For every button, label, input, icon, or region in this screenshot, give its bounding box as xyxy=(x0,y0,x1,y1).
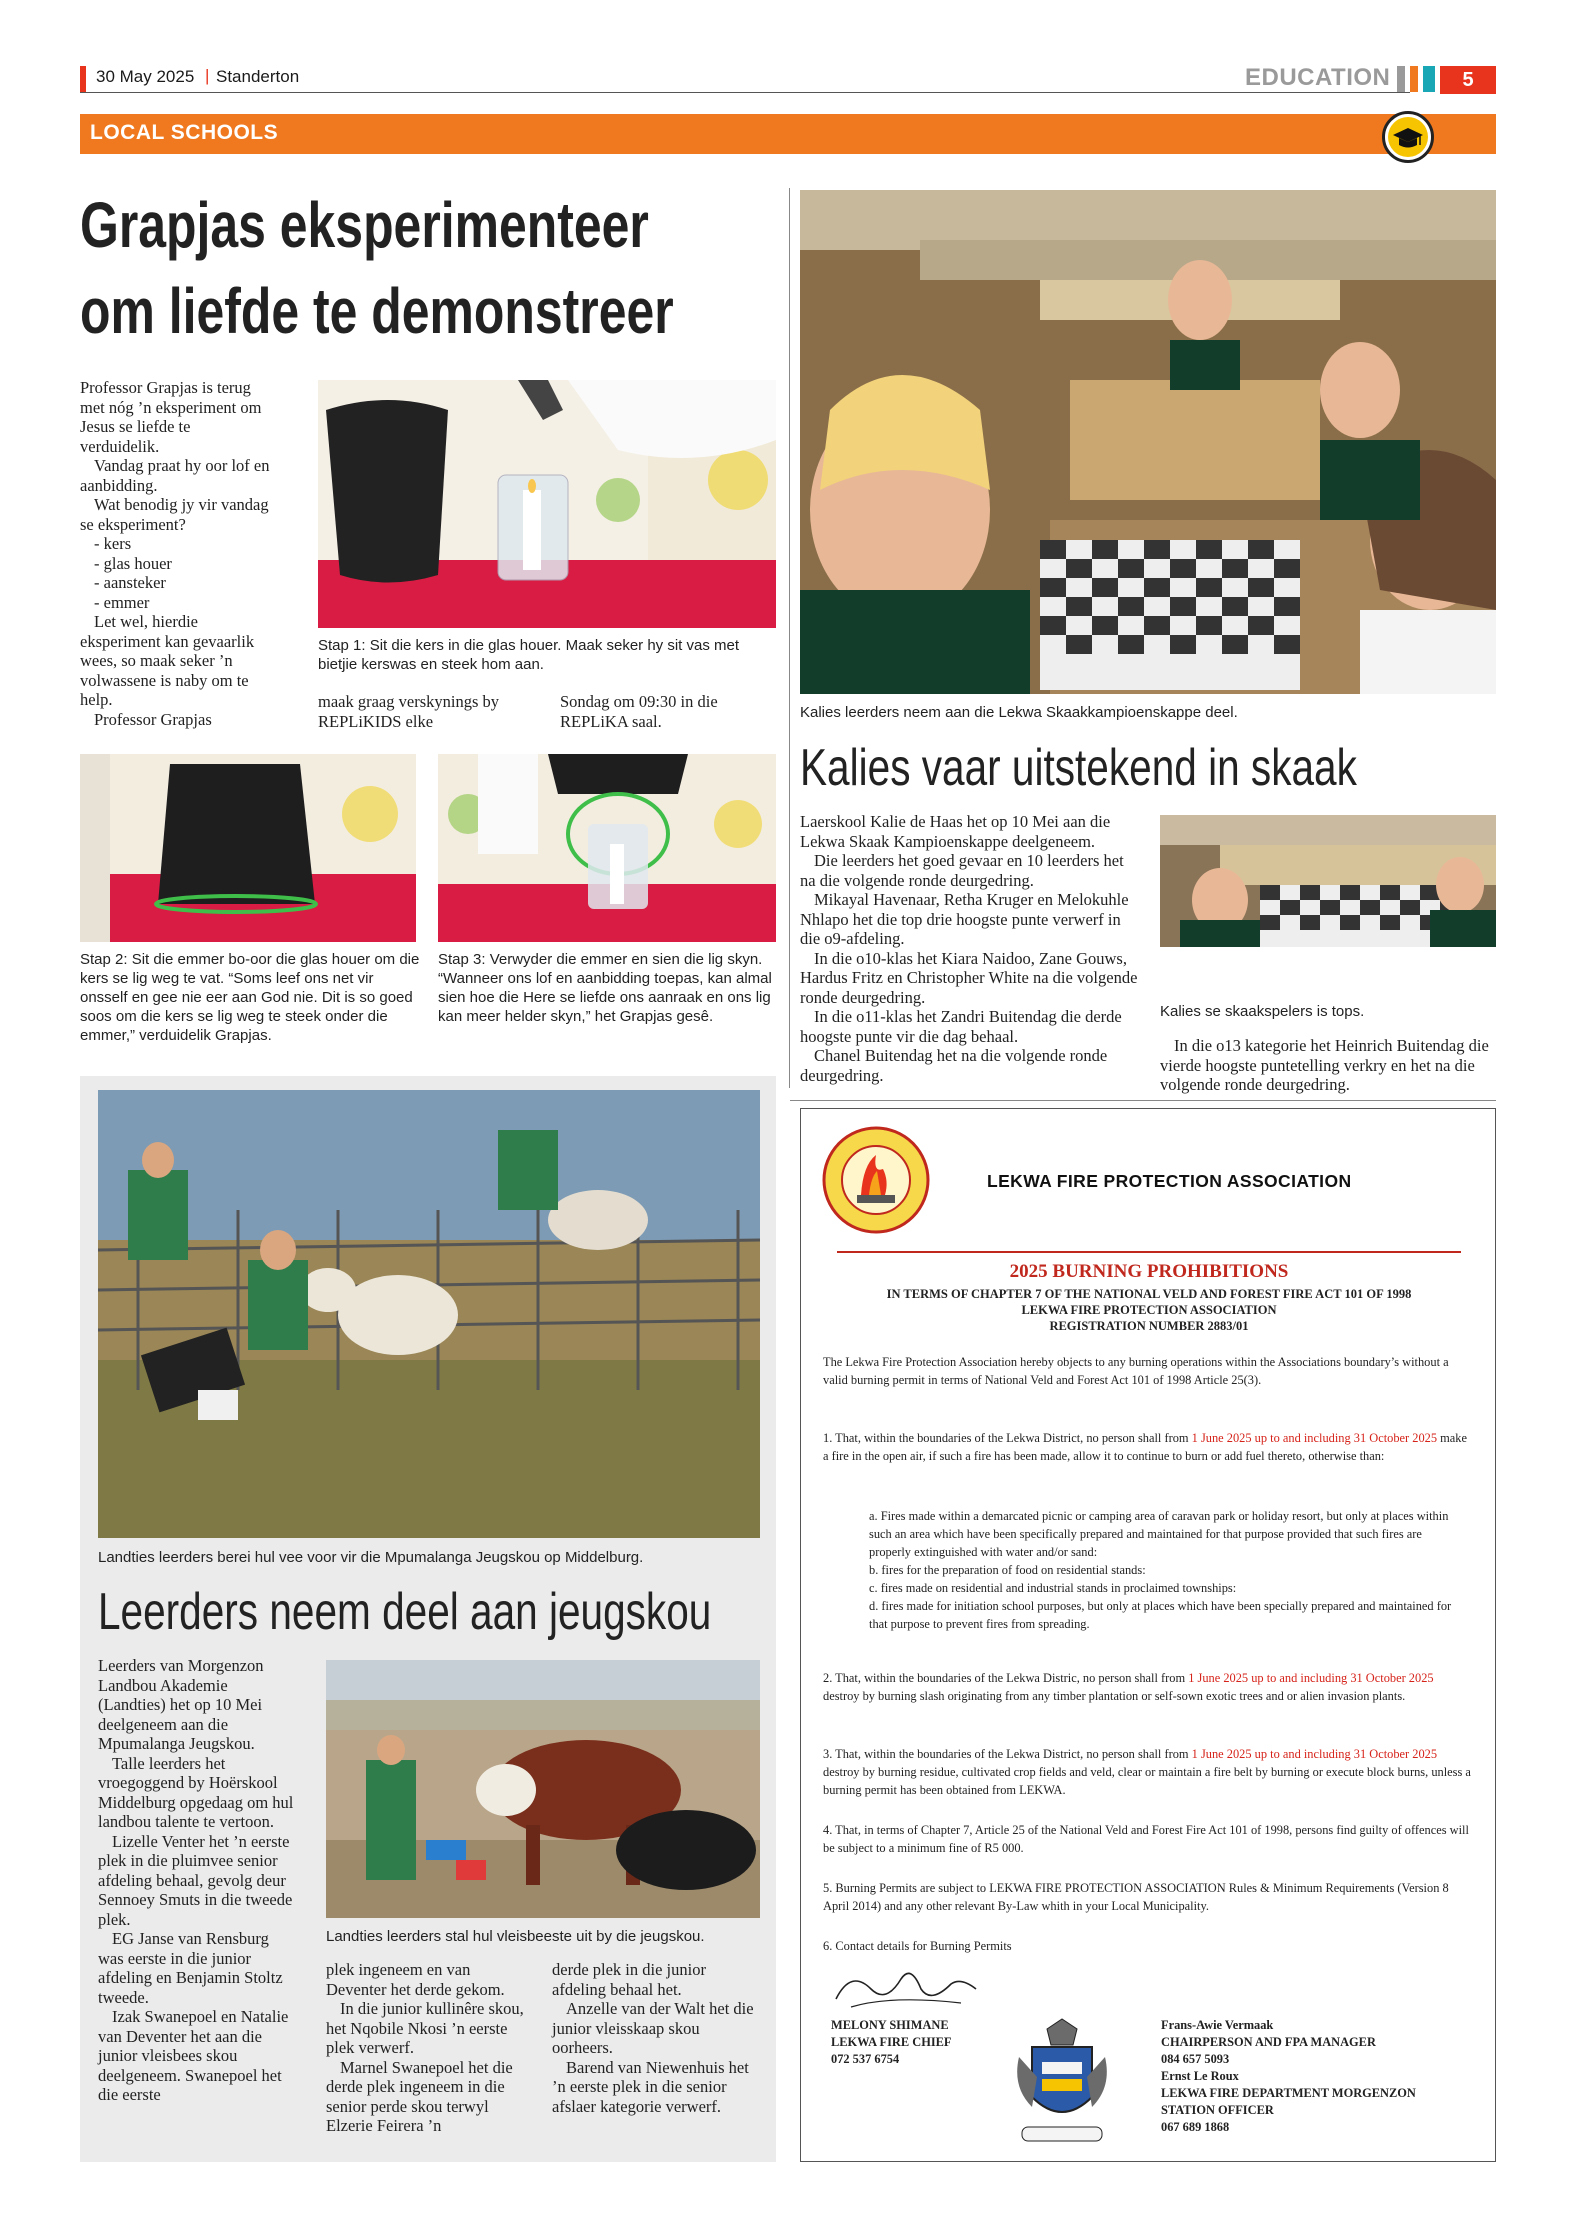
page-number: 5 xyxy=(1440,66,1496,94)
fpa-item-3-dates: 1 June 2025 up to and including 31 October 2025 xyxy=(1191,1747,1438,1761)
caption-step2: Stap 2: Sit die emmer bo-oor die glas houer om die kers se lig weg te vat. “Soms leef ons net vir onsself en gee nie eer aan God nie. Dit is so goed soos om die kers se lig weg te steek onder die emmer,” verduidelik Grapjas. xyxy=(80,951,420,1044)
chess-body xyxy=(800,812,1138,1085)
photo-bucket-step2 xyxy=(80,754,416,942)
grapjas-body-col1 xyxy=(80,378,270,729)
fpa-subitem-d: d. fires made for initiation school purposes, but only at places which have been specially prepared and maintained for that purpose to prevent fires from spreading. xyxy=(869,1599,1452,1631)
local-schools-label: LOCAL SCHOOLS xyxy=(90,121,279,144)
fpa-subitems xyxy=(869,1507,1459,1633)
header-deco-square-grey xyxy=(1397,66,1405,92)
grapjas-para: Vandag praat hy oor lof en aanbidding. xyxy=(80,456,270,495)
grapjas-list-item: - glas houer xyxy=(94,553,172,573)
jeugskou-body-col1 xyxy=(98,1656,298,2105)
fpa-title: 2025 BURNING PROHIBITIONS xyxy=(1009,1261,1289,1282)
photo-reveal-step3 xyxy=(438,754,776,942)
contact-title: STATION OFFICER xyxy=(1161,2103,1274,2117)
contact-phone: 084 657 5093 xyxy=(1161,2052,1230,2066)
fpa-item-2-text-end: destroy by burning slash originating from any timber plantation or self-sown exotic trees and or alien invasion plants. xyxy=(823,1689,1406,1703)
issue-town: Standerton xyxy=(216,67,300,86)
photo-sheep xyxy=(98,1090,760,1538)
photo-cattle xyxy=(326,1660,760,1918)
fpa-item-3 xyxy=(823,1745,1473,1799)
lekwa-fpa-logo xyxy=(821,1125,931,1235)
fpa-item-6: 6. Contact details for Burning Permits xyxy=(823,1939,1012,1953)
fpa-item-4: 4. That, in terms of Chapter 7, Article 25 of the National Veld and Forest Fire Act 101 of 1998, persons find guilty of offences will be subject to a minimum fine of R5 000. xyxy=(823,1823,1469,1855)
contact-title: CHAIRPERSON AND FPA MANAGER xyxy=(1161,2035,1376,2049)
jeugskou-para: Anzelle van der Walt het die junior vleisskaap skou oorheers. xyxy=(552,1999,754,2057)
caption-cattle: Landties leerders stal hul vleisbeeste uit by die jeugskou. xyxy=(326,1928,705,1945)
grapjas-headline-line2: om liefde te demonstreer xyxy=(80,275,674,347)
chess-para: In die o10-klas het Kiara Naidoo, Zane Gouws, Hardus Fritz en Christopher White na die volgende ronde deurgedring. xyxy=(800,948,1138,1007)
contact-title: LEKWA FIRE DEPARTMENT MORGENZON xyxy=(1161,2086,1416,2100)
caption-chess-small: Kalies se skaakspelers is tops. xyxy=(1160,1003,1365,1020)
jeugskou-para: Barend van Niewenhuis het ’n eerste plek in die senior afslaer kategorie verwerf. xyxy=(552,2057,749,2116)
chess-para: In die o11-klas het Zandri Buitendag die derde hoogste punte vir die dag behaal. xyxy=(800,1007,1122,1046)
section-title: EDUCATION xyxy=(1245,64,1391,91)
jeugskou-para: Izak Swanepoel en Natalie van Deventer het aan die junior vleisbees skou deelgeneem. Swanepoel het die eerste xyxy=(98,2007,289,2104)
jeugskou-para: Leerders van Morgenzon Landbou Akademie (Landties) het op 10 Mei deelgeneem aan die Mpumalanga Jeugskou. xyxy=(98,1656,264,1753)
jeugskou-body-col3 xyxy=(552,1960,762,2116)
issue-date: 30 May 2025 xyxy=(96,67,195,86)
chess-bottom-rule xyxy=(790,1100,1496,1101)
chess-para: Mikayal Havenaar, Retha Kruger en Melokuhle Nhlapo het die top drie hoogste punte verwerf in die o9-afdeling. xyxy=(800,890,1129,948)
fpa-item-2 xyxy=(823,1669,1473,1705)
grapjas-list-item: - aansteker xyxy=(94,573,166,592)
fpa-item-2-text: 2. That, within the boundaries of the Lekwa Distric, no person shall from xyxy=(823,1671,1189,1685)
jeugskou-para: Marnel Swanepoel het die derde plek ingeneem in die senior perde skou terwyl Elzerie Feirera ’n xyxy=(326,2057,513,2135)
fpa-subtitle-act: IN TERMS OF CHAPTER 7 OF THE NATIONAL VELD AND FOREST FIRE ACT 101 OF 1998 xyxy=(886,1287,1412,1301)
header-rule xyxy=(80,92,1410,93)
local-schools-band xyxy=(80,114,1496,154)
jeugskou-para: derde plek in die junior afdeling behaal het. xyxy=(552,1960,706,1999)
grapjas-headline-line1: Grapjas eksperimenteer xyxy=(80,189,649,261)
fpa-item-1-text: 1. That, within the boundaries of the Lekwa District, no person shall from xyxy=(823,1431,1192,1445)
jeugskou-headline: Leerders neem deel aan jeugskou xyxy=(98,1583,712,1641)
jeugskou-para: In die junior kullinêre skou, het Nqobile Nkosi ’n eerste plek verwerf. xyxy=(326,1999,524,2057)
grapjas-body-col2-tail: maak graag verskynings by REPLiKIDS elke xyxy=(318,692,499,731)
graduation-cap-icon xyxy=(1382,111,1434,163)
fpa-item-1-text-end: make a fire in the open air, if such a fire has been made, allow it to continue to burn or add fuel thereto, otherwise than: xyxy=(823,1431,1467,1463)
municipal-crest xyxy=(1007,2017,1117,2147)
photo-chess-main xyxy=(800,190,1496,694)
fpa-subitem-c: c. fires made on residential and industrial stands in proclaimed townships: xyxy=(869,1581,1237,1595)
chess-para: Chanel Buitendag het na die volgende ronde deurgedring. xyxy=(800,1046,1108,1085)
fpa-red-rule xyxy=(837,1251,1461,1253)
fpa-item-2-dates: 1 June 2025 up to and including 31 October 2025 xyxy=(1188,1671,1434,1685)
fpa-contact-right xyxy=(1161,2017,1416,2136)
photo-chess-small xyxy=(1160,815,1496,947)
chess-headline: Kalies vaar uitstekend in skaak xyxy=(800,739,1357,797)
grapjas-para: Professor Grapjas xyxy=(94,709,212,729)
chess-para: In die o13 kategorie het Heinrich Buitendag die vierde hoogste puntetelling verkry en het na die volgende ronde deurgedring. xyxy=(1160,1036,1489,1094)
signature-image xyxy=(831,1959,981,2015)
header-deco-square-teal xyxy=(1423,66,1435,92)
fpa-org-name: LEKWA FIRE PROTECTION ASSOCIATION xyxy=(987,1171,1352,1191)
header-deco-square-orange xyxy=(1410,66,1418,92)
fpa-intro: The Lekwa Fire Protection Association hereby objects to any burning operations within the Associations boundary’s without a valid burning permit in terms of National Veld and Forest Act 101 of 1998 Article 25(3). xyxy=(823,1355,1449,1387)
fpa-registration: REGISTRATION NUMBER 2883/01 xyxy=(1049,1319,1249,1333)
header-red-marker xyxy=(80,66,86,92)
caption-step1: Stap 1: Sit die kers in die glas houer. Maak seker hy sit vas met bietjie kerswas en steek hom aan. xyxy=(318,637,740,673)
caption-sheep: Landties leerders berei hul vee voor vir die Mpumalanga Jeugskou op Middelburg. xyxy=(98,1549,644,1566)
grapjas-para: Wat benodig jy vir vandag se eksperiment? xyxy=(80,495,269,534)
fpa-item-1-dates: 1 June 2025 up to and including 31 October 2025 xyxy=(1191,1431,1438,1445)
contact-name: MELONY SHIMANE xyxy=(831,2018,949,2032)
chess-body-tail xyxy=(1160,1036,1496,1095)
grapjas-body-col3-tail: Sondag om 09:30 in die REPLiKA saal. xyxy=(560,692,718,731)
grapjas-para: Professor Grapjas is terug met nóg ’n eksperiment om Jesus se liefde te verduidelik. xyxy=(80,378,262,456)
header-separator: | xyxy=(205,66,210,85)
column-divider xyxy=(789,188,790,1088)
jeugskou-para: plek ingeneem en van Deventer het derde gekom. xyxy=(326,1960,505,1999)
grapjas-list-item: - kers xyxy=(94,534,132,553)
jeugskou-para: Lizelle Venter het ’n eerste plek in die pluimvee senior afdeling behaal, gevolg deur Sennoey Smuts in die tweede plek. xyxy=(98,1831,293,1929)
fpa-subitem-a: a. Fires made within a demarcated picnic or camping area of caravan park or holiday resort, but only at places within such an area which have been specifically prepared and maintained for that purpose provided that such fires are properly extinguished with water and/or sand: xyxy=(869,1509,1449,1559)
fpa-item-3-text: 3. That, within the boundaries of the Lekwa District, no person shall from xyxy=(823,1747,1192,1761)
grapjas-list-item: - emmer xyxy=(94,592,150,612)
chess-para: Die leerders het goed gevaar en 10 leerders het na die volgende ronde deurgedring. xyxy=(800,851,1124,890)
grapjas-para: Let wel, hierdie eksperiment kan gevaarlik wees, so maak seker ’n volwassene is naby om te help. xyxy=(80,612,255,709)
caption-step3: Stap 3: Verwyder die emmer en sien die lig skyn. “Wanneer ons lof en aanbidding toepas, kan almal sien hoe die Here se liefde ons aanraak en ons lig kan meer helder skyn,” het Grapjas gesê. xyxy=(438,951,772,1025)
fpa-item-3-text-end: destroy by burning residue, cultivated crop fields and veld, clear or maintain a fire belt by burning or execute block burns, unless a burning permit has been obtained from LEKWA. xyxy=(823,1765,1471,1797)
jeugskou-para: EG Janse van Rensburg was eerste in die junior afdeling en Benjamin Stoltz tweede. xyxy=(98,1929,283,2007)
caption-chess-main: Kalies leerders neem aan die Lekwa Skaakkampioenskappe deel. xyxy=(800,704,1238,721)
contact-name: Ernst Le Roux xyxy=(1161,2069,1239,2083)
contact-title: LEKWA FIRE CHIEF xyxy=(831,2035,952,2049)
fire-prohibition-advert xyxy=(800,1108,1496,2162)
fpa-item-5: 5. Burning Permits are subject to LEKWA FIRE PROTECTION ASSOCIATION Rules & Minimum Requirements (Version 8 April 2014) and any other relevant By-Law whith in your Local Municipality. xyxy=(823,1881,1449,1913)
fpa-subtitle-org: LEKWA FIRE PROTECTION ASSOCIATION xyxy=(1021,1303,1277,1317)
fpa-item-1 xyxy=(823,1429,1473,1465)
contact-phone: 072 537 6754 xyxy=(831,2052,900,2066)
fpa-subitem-b: b. fires for the preparation of food on residential stands: xyxy=(869,1563,1146,1577)
fpa-contact-left xyxy=(831,2017,952,2068)
contact-phone: 067 689 1868 xyxy=(1161,2120,1230,2134)
chess-para: Laerskool Kalie de Haas het op 10 Mei aan die Lekwa Skaak Kampioenskappe deelgeneem. xyxy=(800,812,1111,851)
jeugskou-body-col2 xyxy=(326,1960,526,2136)
jeugskou-para: Talle leerders het vroegoggend by Hoërskool Middelburg opgedaag om hul landbou talente te vertoon. xyxy=(98,1753,294,1831)
contact-name: Frans-Awie Vermaak xyxy=(1161,2018,1274,2032)
photo-candle-step1 xyxy=(318,380,776,628)
